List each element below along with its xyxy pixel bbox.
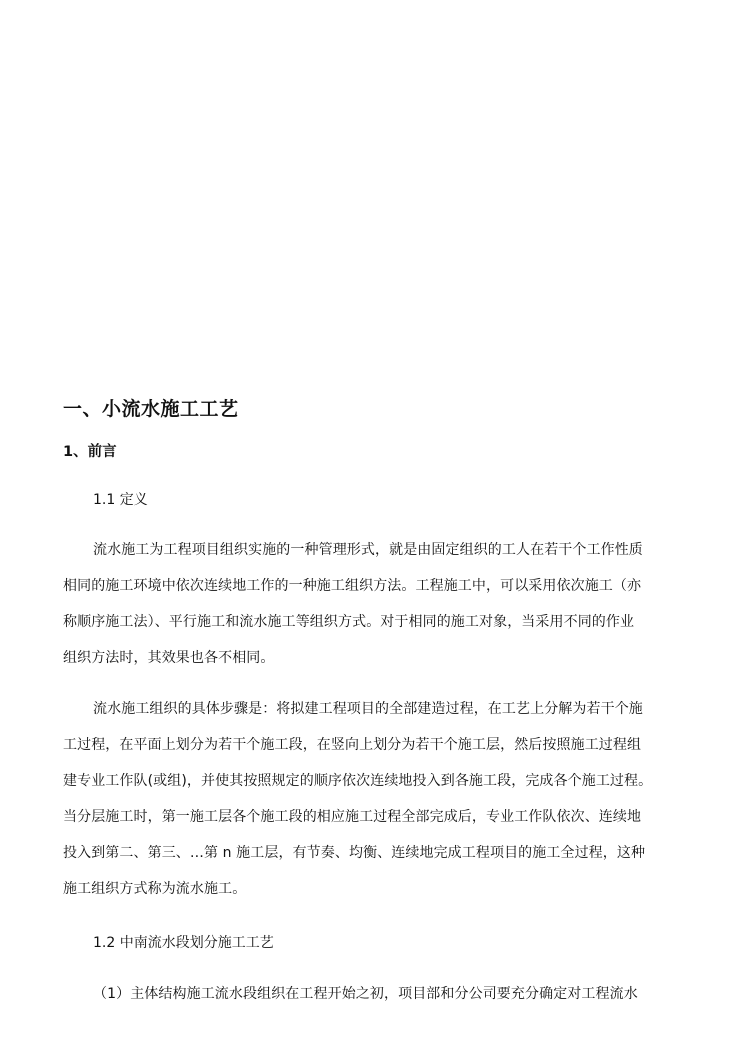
paragraph-line: 组织方法时，其效果也各不相同。 — [63, 650, 275, 666]
paragraph-line: 工过程，在平面上划分为若干个施工段，在竖向上划分为若干个施工层，然后按照施工过程组 — [63, 737, 642, 753]
section-1-2-title: 1.2 中南流水段划分施工工艺 — [93, 935, 274, 951]
paragraph-line: 投入到第二、第三、…第 n 施工层，有节奏、均衡、连续地完成工程项目的施工全过程，这种 — [63, 845, 646, 861]
paragraph-line: 建专业工作队(或组)，并使其按照规定的顺序依次连续地投入到各施工段，完成各个施工过程。 — [63, 773, 653, 789]
section-1-1-title: 1.1 定义 — [93, 492, 148, 508]
paragraph-line: 相同的施工环境中依次连续地工作的一种施工组织方法。工程施工中，可以采用依次施工（亦 — [63, 578, 642, 594]
paragraph-line: 称顺序施工法）、平行施工和流水施工等组织方式。对于相同的施工对象，当采用不同的作业 — [63, 614, 635, 630]
paragraph-line: 施工组织方式称为流水施工。 — [63, 881, 247, 897]
paragraph-line: 流水施工组织的具体步骤是：将拟建工程项目的全部建造过程，在工艺上分解为若干个施 — [93, 701, 643, 717]
heading-2: 1、前言 — [63, 444, 117, 460]
paragraph-line: 流水施工为工程项目组织实施的一种管理形式，就是由固定组织的工人在若干个工作性质 — [93, 542, 643, 558]
paragraph-line: （1）主体结构施工流水段组织在工程开始之初，项目部和分公司要充分确定对工程流水 — [93, 986, 638, 1002]
paragraph-line: 当分层施工时，第一施工层各个施工段的相应施工过程全部完成后，专业工作队依次、连续地 — [63, 809, 642, 825]
heading-1: 一、小流水施工工艺 — [63, 398, 239, 420]
